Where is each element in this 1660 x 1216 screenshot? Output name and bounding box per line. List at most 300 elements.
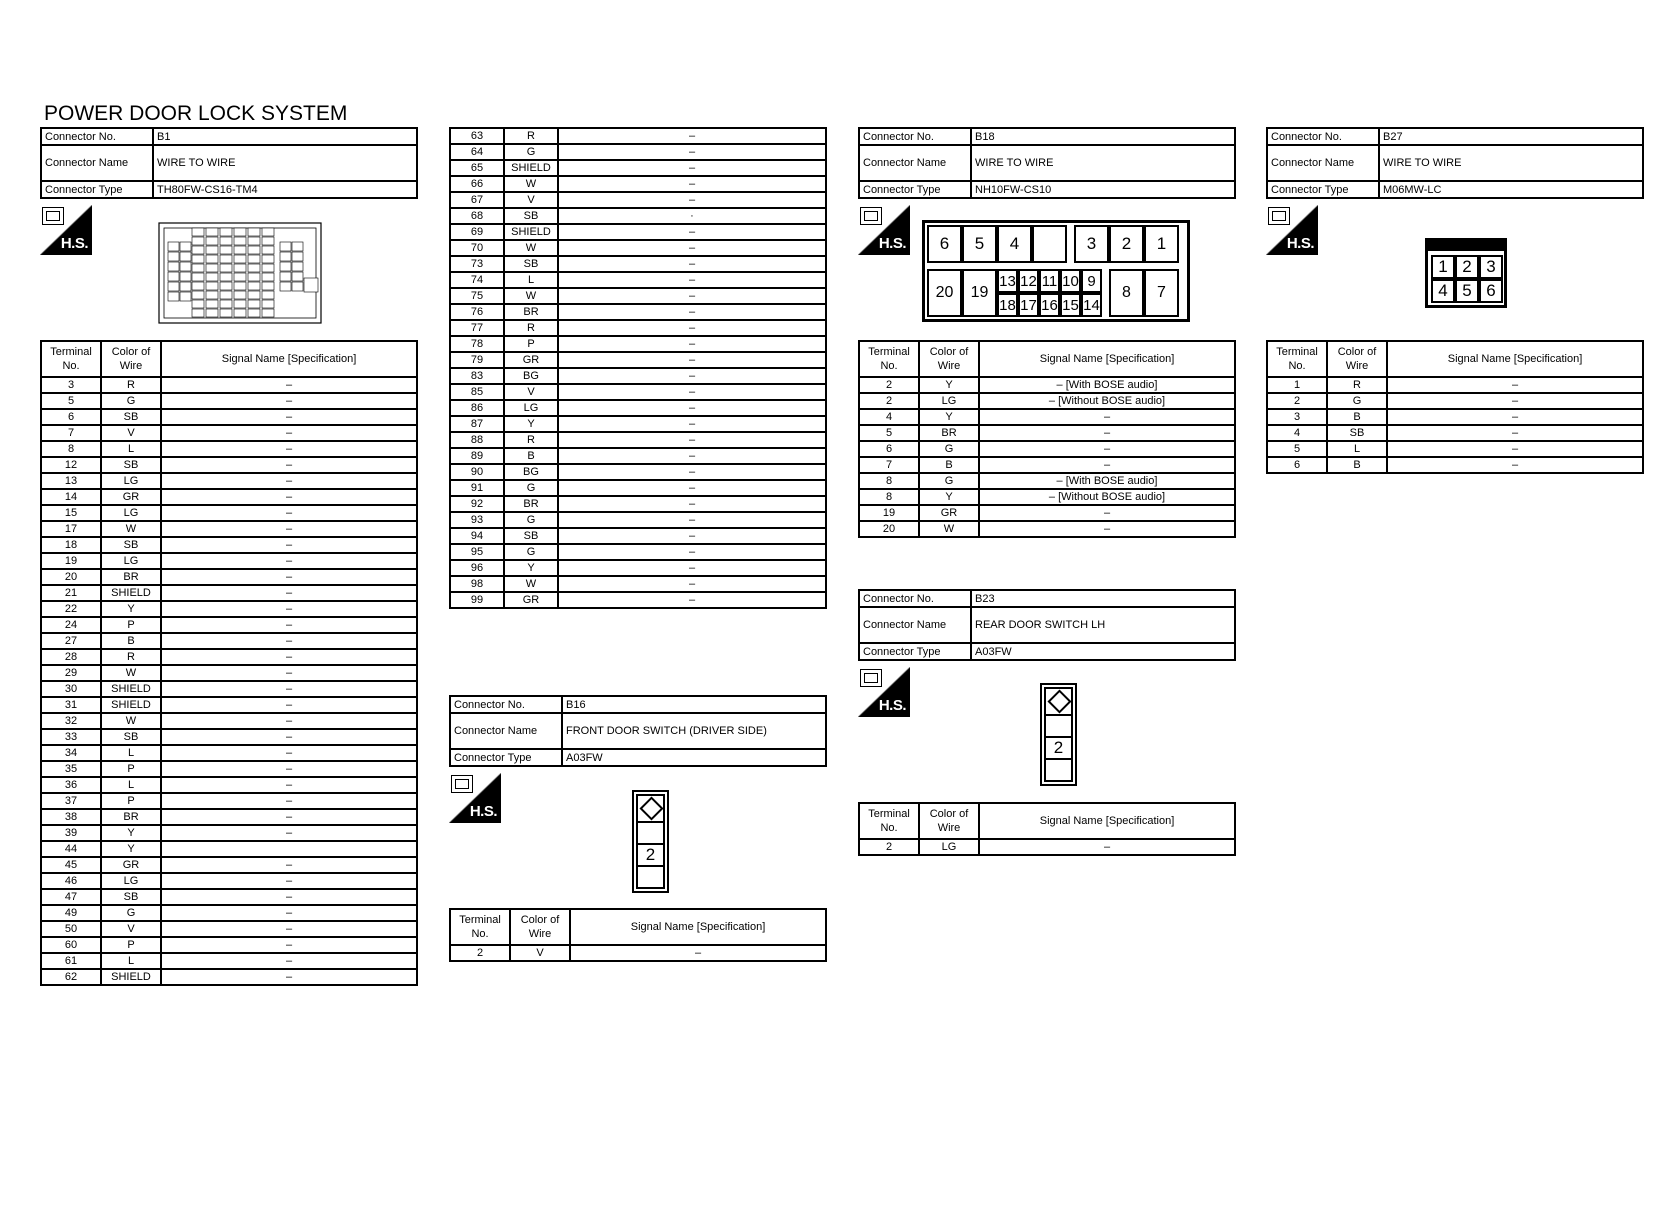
connector-pin: 5 [962,225,997,263]
b18-info-block [858,127,1236,199]
wire-color-cell: R [504,320,558,336]
wire-color-cell: W [504,240,558,256]
wire-color-cell: G [101,905,161,921]
table-row [41,857,417,873]
signal-name-cell: – [161,857,417,873]
terminal-no-cell: 6 [1267,457,1327,473]
wire-color-cell: BR [504,496,558,512]
color-of-wire-header: Color of Wire [101,341,161,377]
table-row [450,400,826,416]
connector-no-value: B23 [971,590,1235,607]
table-row [41,521,417,537]
connector-pin: 8 [1109,269,1144,317]
b23-info-table [858,589,1236,661]
table-row [450,448,826,464]
wire-color-cell: Y [101,601,161,617]
terminal-no-cell: 87 [450,416,504,432]
table-row [450,592,826,608]
connector-type-value: NH10FW-CS10 [971,181,1235,198]
label: Connector Type [450,749,562,766]
terminal-no-cell: 73 [450,256,504,272]
terminal-no-cell: 34 [41,745,101,761]
signal-name-cell: – [1387,393,1643,409]
terminal-no-cell: 60 [41,937,101,953]
wire-color-cell: W [101,665,161,681]
signal-name-cell: – [1387,377,1643,393]
wire-color-cell: P [101,761,161,777]
wire-color-cell: L [101,441,161,457]
signal-name-cell: – [1387,409,1643,425]
terminal-no-cell: 7 [859,457,919,473]
label: Connector Type [41,181,153,198]
terminal-no-cell: 5 [1267,441,1327,457]
table-row [450,272,826,288]
terminal-no-cell: 50 [41,921,101,937]
signal-name-cell: – [558,384,826,400]
table-row [1267,441,1643,457]
connector-pin: 4 [1431,279,1455,303]
terminal-no-cell: 20 [859,521,919,537]
table-row [450,240,826,256]
signal-name-cell: – [558,416,826,432]
connector-no-value: B16 [562,696,826,713]
signal-name-cell: – [161,745,417,761]
table-row [450,544,826,560]
terminal-no-cell: 6 [41,409,101,425]
table-row [450,208,826,224]
table-row [41,473,417,489]
b27-info-block [1266,127,1644,199]
terminal-no-cell: 96 [450,560,504,576]
connector-type-value: A03FW [562,749,826,766]
signal-name-cell: – [558,320,826,336]
table-row [41,953,417,969]
connector-pin: 6 [927,225,962,263]
connector-type-value: A03FW [971,643,1235,660]
wire-color-cell: G [101,393,161,409]
signal-name-cell: – [161,601,417,617]
signal-name-cell: – [558,432,826,448]
table-row [1267,425,1643,441]
label: Connector Name [859,145,971,181]
wire-color-cell: G [919,441,979,457]
wire-color-cell: GR [504,352,558,368]
wire-color-cell: R [504,128,558,144]
connector-pin: 15 [1060,293,1081,317]
connector-key-bar [1428,241,1504,251]
wire-color-cell: G [504,512,558,528]
table-row [450,336,826,352]
connector-pin: 7 [1144,269,1179,317]
b1-info-table [40,127,418,199]
wire-color-cell: SHIELD [101,697,161,713]
wire-color-cell: SB [1327,425,1387,441]
terminal-no-cell: 30 [41,681,101,697]
b16-terminal-table [449,908,827,962]
connector-type-value: M06MW-LC [1379,181,1643,198]
table-row [450,304,826,320]
b1-terminal-table-a [40,340,418,986]
signal-name-cell: – [558,176,826,192]
table-row [41,969,417,985]
wire-color-cell: L [101,777,161,793]
connector-pin: 11 [1039,269,1060,293]
table-row [450,256,826,272]
table-row [859,839,1235,855]
wire-color-cell: W [504,576,558,592]
table-row [41,841,417,857]
wire-color-cell: W [504,176,558,192]
connector-pin: 1 [1144,225,1179,263]
terminal-no-cell: 6 [859,441,919,457]
wire-color-cell: LG [101,873,161,889]
terminal-no-cell: 27 [41,633,101,649]
table-row [859,457,1235,473]
wire-color-cell: SB [504,256,558,272]
signal-name-cell: – [161,473,417,489]
wire-color-cell: GR [504,592,558,608]
wire-color-cell: R [101,377,161,393]
wire-color-cell: SHIELD [101,681,161,697]
terminal-no-cell: 44 [41,841,101,857]
terminal-no-cell: 8 [859,489,919,505]
wire-color-cell: LG [919,393,979,409]
signal-name-cell: – [558,480,826,496]
signal-name-cell: – [Without BOSE audio] [979,393,1235,409]
b18-info-table [858,127,1236,199]
connector-pin: 14 [1081,293,1102,317]
table-row [41,633,417,649]
page-title: POWER DOOR LOCK SYSTEM [44,102,348,125]
table-row [1267,393,1643,409]
table-row [450,288,826,304]
table-row [41,601,417,617]
terminal-no-cell: 91 [450,480,504,496]
wire-color-cell: W [919,521,979,537]
connector-pin: 12 [1018,269,1039,293]
connector-name-value: FRONT DOOR SWITCH (DRIVER SIDE) [562,713,826,749]
signal-name-cell: – [161,921,417,937]
label: Connector Name [450,713,562,749]
table-row [450,432,826,448]
label: Connector Type [859,181,971,198]
b23-terminal-block [858,802,1236,856]
wire-color-cell: SHIELD [101,585,161,601]
wire-color-cell: SHIELD [101,969,161,985]
wire-color-cell: Y [504,416,558,432]
wire-color-cell: W [101,713,161,729]
connector-pin: 9 [1081,269,1102,293]
table-row [450,192,826,208]
wire-color-cell: GR [919,505,979,521]
signal-name-cell: – [161,553,417,569]
table-row [450,576,826,592]
wire-color-cell: B [504,448,558,464]
label: Connector No. [859,590,971,607]
wire-color-cell: SB [101,537,161,553]
wire-color-cell: B [1327,457,1387,473]
connector-no-value: B18 [971,128,1235,145]
signal-name-cell: – [558,496,826,512]
signal-name-cell: – [161,409,417,425]
table-row [41,553,417,569]
b1-connector-diagram [158,222,322,324]
wire-color-cell: W [504,288,558,304]
table-row [450,464,826,480]
table-row [1267,377,1643,393]
signal-name-cell: – [558,336,826,352]
terminal-no-header: Terminal No. [859,803,919,839]
b18-connector-diagram [922,220,1190,322]
table-row [41,649,417,665]
label: Connector Name [41,145,153,181]
b23-terminal-table [858,802,1236,856]
wire-color-cell: LG [101,553,161,569]
signal-name-cell: – [558,528,826,544]
wire-color-cell: LG [919,839,979,855]
signal-name-cell: – [979,457,1235,473]
table-row [41,457,417,473]
signal-name-cell [161,841,417,857]
connector-pin: 6 [1479,279,1503,303]
table-row [41,505,417,521]
terminal-no-cell: 17 [41,521,101,537]
terminal-no-cell: 12 [41,457,101,473]
signal-name-cell: – [161,441,417,457]
terminal-no-cell: 85 [450,384,504,400]
terminal-no-cell: 7 [41,425,101,441]
terminal-no-cell: 35 [41,761,101,777]
table-row [41,537,417,553]
table-row [450,224,826,240]
terminal-no-cell: 79 [450,352,504,368]
wire-color-cell: G [919,473,979,489]
terminal-no-cell: 1 [1267,377,1327,393]
connector-name-value: WIRE TO WIRE [153,145,417,181]
table-row [41,793,417,809]
terminal-no-cell: 33 [41,729,101,745]
signal-name-cell: – [161,665,417,681]
connector-pin: 2 [1109,225,1144,263]
wire-color-cell: SB [504,208,558,224]
b16-info-table [449,695,827,767]
table-row [41,441,417,457]
signal-name-cell: – [979,521,1235,537]
terminal-no-cell: 22 [41,601,101,617]
signal-name-cell: – [979,441,1235,457]
connector-pin: 10 [1060,269,1081,293]
wire-color-cell: BR [919,425,979,441]
signal-name-cell: – [558,512,826,528]
table-row [41,617,417,633]
terminal-no-cell: 95 [450,544,504,560]
connector-pin: 13 [997,269,1018,293]
b23-connector-diagram [1040,683,1077,786]
terminal-no-cell: 15 [41,505,101,521]
table-row [41,761,417,777]
label: Connector Type [1267,181,1379,198]
wire-color-cell: G [504,480,558,496]
wire-color-cell: P [101,617,161,633]
connector-pin: 16 [1039,293,1060,317]
label: Connector No. [1267,128,1379,145]
signal-name-cell: – [558,256,826,272]
table-row [450,368,826,384]
signal-name-cell: – [161,505,417,521]
table-row [450,480,826,496]
wire-color-cell: BR [101,569,161,585]
terminal-no-cell: 49 [41,905,101,921]
terminal-no-cell: 74 [450,272,504,288]
terminal-no-cell: 67 [450,192,504,208]
table-row [41,697,417,713]
wire-color-cell: Y [919,377,979,393]
signal-name-cell: – [161,633,417,649]
table-row [41,809,417,825]
terminal-no-cell: 14 [41,489,101,505]
terminal-no-cell: 20 [41,569,101,585]
wire-color-cell: GR [101,857,161,873]
signal-name-header: Signal Name [Specification] [161,341,417,377]
wire-color-cell: LG [101,473,161,489]
wire-color-cell: W [101,521,161,537]
signal-name-cell: – [1387,441,1643,457]
pin-label: 2 [636,845,665,867]
b18-terminal-table [858,340,1236,538]
signal-name-cell: – [1387,425,1643,441]
label: Connector No. [859,128,971,145]
terminal-no-cell: 62 [41,969,101,985]
wire-color-cell: V [101,425,161,441]
terminal-no-cell: 2 [450,945,510,961]
wire-color-cell: BG [504,464,558,480]
signal-name-cell: – [558,448,826,464]
wire-color-cell: R [1327,377,1387,393]
connector-pin: 4 [997,225,1032,263]
signal-name-cell: · [558,208,826,224]
signal-name-cell: – [558,272,826,288]
label: Connector No. [41,128,153,145]
b27-connector-diagram [1425,238,1507,308]
wire-color-cell: LG [101,505,161,521]
terminal-no-cell: 2 [859,393,919,409]
b27-terminal-block [1266,340,1644,474]
signal-name-cell: – [161,569,417,585]
table-row [41,681,417,697]
wire-color-cell: B [919,457,979,473]
table-row [859,505,1235,521]
connector-pin: 3 [1074,225,1109,263]
terminal-no-cell: 77 [450,320,504,336]
terminal-no-cell: 69 [450,224,504,240]
signal-name-cell: – [161,889,417,905]
terminal-no-cell: 36 [41,777,101,793]
signal-name-cell: – [With BOSE audio] [979,473,1235,489]
terminal-no-header: Terminal No. [859,341,919,377]
signal-name-cell: – [558,464,826,480]
connector-pin: 17 [1018,293,1039,317]
signal-name-cell: – [1387,457,1643,473]
wire-color-cell: G [504,144,558,160]
table-row [450,416,826,432]
wire-color-cell: L [1327,441,1387,457]
terminal-no-cell: 3 [1267,409,1327,425]
b16-terminal-block [449,908,827,962]
b16-info-block [449,695,827,767]
label: Connector Name [859,607,971,643]
table-row [41,921,417,937]
table-row [450,384,826,400]
terminal-no-cell: 46 [41,873,101,889]
terminal-no-cell: 21 [41,585,101,601]
wire-color-cell: SB [101,457,161,473]
signal-name-cell: – [558,240,826,256]
terminal-no-cell: 68 [450,208,504,224]
signal-name-cell: – [558,576,826,592]
hs-symbol-icon: H.S. [858,205,910,255]
signal-name-cell: – [161,905,417,921]
signal-name-header: Signal Name [Specification] [570,909,826,945]
table-row [859,473,1235,489]
signal-name-cell: – [558,224,826,240]
signal-name-cell: – [161,489,417,505]
terminal-no-cell: 93 [450,512,504,528]
signal-name-cell: – [With BOSE audio] [979,377,1235,393]
terminal-no-header: Terminal No. [41,341,101,377]
connector-no-value: B1 [153,128,417,145]
signal-name-cell: – [161,649,417,665]
signal-name-cell: – [558,304,826,320]
wire-color-cell: R [101,649,161,665]
wire-color-cell: SB [101,889,161,905]
wire-color-cell: V [101,921,161,937]
b27-info-table [1266,127,1644,199]
table-row [41,889,417,905]
color-of-wire-header: Color of Wire [510,909,570,945]
wire-color-cell: P [101,937,161,953]
wire-color-cell: Y [919,489,979,505]
connector-name-value: REAR DOOR SWITCH LH [971,607,1235,643]
terminal-no-cell: 5 [859,425,919,441]
connector-pin: 3 [1479,255,1503,279]
connector-pin [1032,225,1067,263]
wire-color-cell: SB [504,528,558,544]
signal-name-cell: – [558,288,826,304]
signal-name-cell: – [161,585,417,601]
terminal-no-cell: 19 [859,505,919,521]
b23-info-block [858,589,1236,661]
b18-terminal-block [858,340,1236,538]
signal-name-cell: – [979,839,1235,855]
table-row [450,945,826,961]
terminal-no-cell: 4 [1267,425,1327,441]
table-row [41,569,417,585]
signal-name-cell: – [161,697,417,713]
terminal-no-cell: 19 [41,553,101,569]
signal-name-cell: – [558,192,826,208]
wire-color-cell: SB [101,409,161,425]
table-row [41,745,417,761]
terminal-no-cell: 88 [450,432,504,448]
table-row [41,377,417,393]
wire-color-cell: GR [101,489,161,505]
terminal-no-cell: 86 [450,400,504,416]
terminal-no-cell: 38 [41,809,101,825]
wire-color-cell: G [1327,393,1387,409]
table-row [41,713,417,729]
table-row [450,160,826,176]
hs-symbol-icon: H.S. [858,667,910,717]
